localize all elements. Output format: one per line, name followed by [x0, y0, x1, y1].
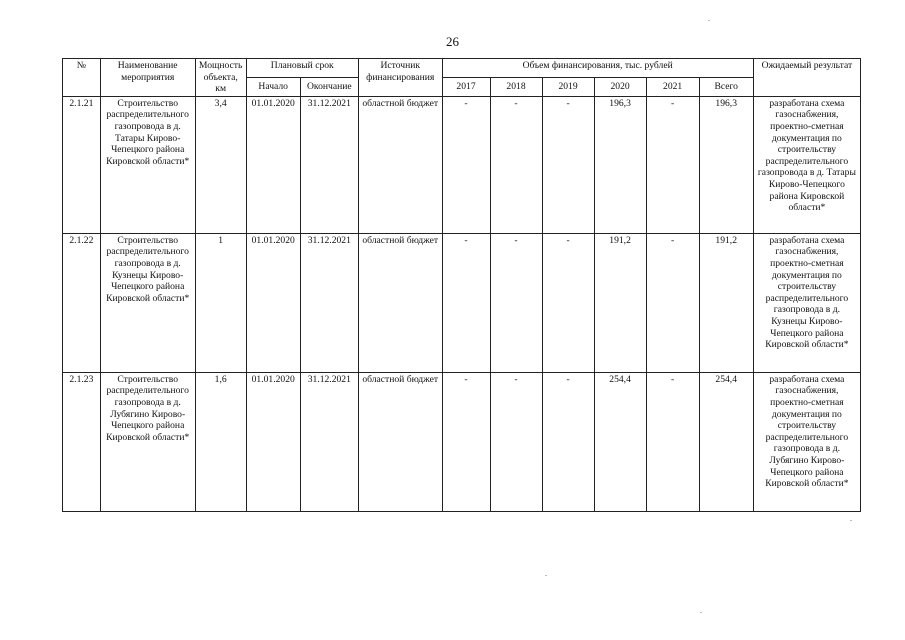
- header-funding: Объем финансирования, тыс. рублей: [442, 59, 753, 78]
- row-2019: -: [542, 372, 594, 511]
- scan-speck: [850, 520, 852, 521]
- row-2018: -: [490, 96, 542, 233]
- header-2019: 2019: [542, 77, 594, 96]
- header-2017: 2017: [442, 77, 490, 96]
- row-start: 01.01.2020: [246, 233, 300, 372]
- row-name: Строительство распределительного газопровода в д. Лубягино Кирово-Чепецкого района Кировской области*: [100, 372, 195, 511]
- row-num: 2.1.21: [63, 96, 101, 233]
- row-result: разработана схема газоснабжения, проектно-сметная документация по строительству распределительного газопровода в д. Кузнецы Кирово-Чепецкого района Кировской области*: [753, 233, 860, 372]
- row-start: 01.01.2020: [246, 372, 300, 511]
- header-2021: 2021: [646, 77, 699, 96]
- row-result: разработана схема газоснабжения, проектно-сметная документация по строительству распределительного газопровода в д. Лубягино Кирово-Чепецкого района Кировской области*: [753, 372, 860, 511]
- header-num: №: [63, 59, 101, 97]
- scan-speck: [545, 575, 547, 576]
- header-source: Источник финансирования: [358, 59, 442, 97]
- table-row: [63, 233, 861, 372]
- row-name: Строительство распределительного газопровода в д. Татары Кирово-Чепецкого района Кировской области*: [100, 96, 195, 233]
- row-num: 2.1.22: [63, 233, 101, 372]
- header-name: Наименование мероприятия: [100, 59, 195, 97]
- row-name: Строительство распределительного газопровода в д. Кузнецы Кирово-Чепецкого района Кировской области*: [100, 233, 195, 372]
- header-row-1: [63, 59, 861, 78]
- scan-speck: [700, 612, 702, 613]
- header-total: Всего: [699, 77, 753, 96]
- row-total: 196,3: [699, 96, 753, 233]
- row-2017: -: [442, 96, 490, 233]
- table-row: [63, 96, 861, 233]
- row-2019: -: [542, 96, 594, 233]
- header-2018: 2018: [490, 77, 542, 96]
- row-2020: 196,3: [594, 96, 646, 233]
- row-2021: -: [646, 372, 699, 511]
- row-source: областной бюджет: [358, 96, 442, 233]
- header-period: Плановый срок: [246, 59, 358, 78]
- row-end: 31.12.2021: [300, 372, 358, 511]
- row-2021: -: [646, 96, 699, 233]
- row-2020: 191,2: [594, 233, 646, 372]
- header-2020: 2020: [594, 77, 646, 96]
- row-total: 191,2: [699, 233, 753, 372]
- row-2021: -: [646, 233, 699, 372]
- row-power: 3,4: [195, 96, 246, 233]
- row-power: 1: [195, 233, 246, 372]
- row-total: 254,4: [699, 372, 753, 511]
- row-source: областной бюджет: [358, 233, 442, 372]
- row-2018: -: [490, 233, 542, 372]
- page-number: 26: [446, 34, 459, 49]
- table-row: [63, 372, 861, 511]
- row-2020: 254,4: [594, 372, 646, 511]
- row-num: 2.1.23: [63, 372, 101, 511]
- row-start: 01.01.2020: [246, 96, 300, 233]
- header-end: Окончание: [300, 77, 358, 96]
- row-power: 1,6: [195, 372, 246, 511]
- funding-table: [62, 58, 861, 512]
- header-power: Мощность объекта, км: [195, 59, 246, 97]
- scan-speck: [708, 20, 710, 21]
- row-2017: -: [442, 372, 490, 511]
- row-end: 31.12.2021: [300, 96, 358, 233]
- header-start: Начало: [246, 77, 300, 96]
- row-source: областной бюджет: [358, 372, 442, 511]
- row-2019: -: [542, 233, 594, 372]
- row-result: разработана схема газоснабжения, проектно-сметная документация по строительству распределительного газопровода в д. Татары Кирово-Чепецкого района Кировской области*: [753, 96, 860, 233]
- row-end: 31.12.2021: [300, 233, 358, 372]
- row-2017: -: [442, 233, 490, 372]
- row-2018: -: [490, 372, 542, 511]
- header-result: Ожидаемый результат: [753, 59, 860, 97]
